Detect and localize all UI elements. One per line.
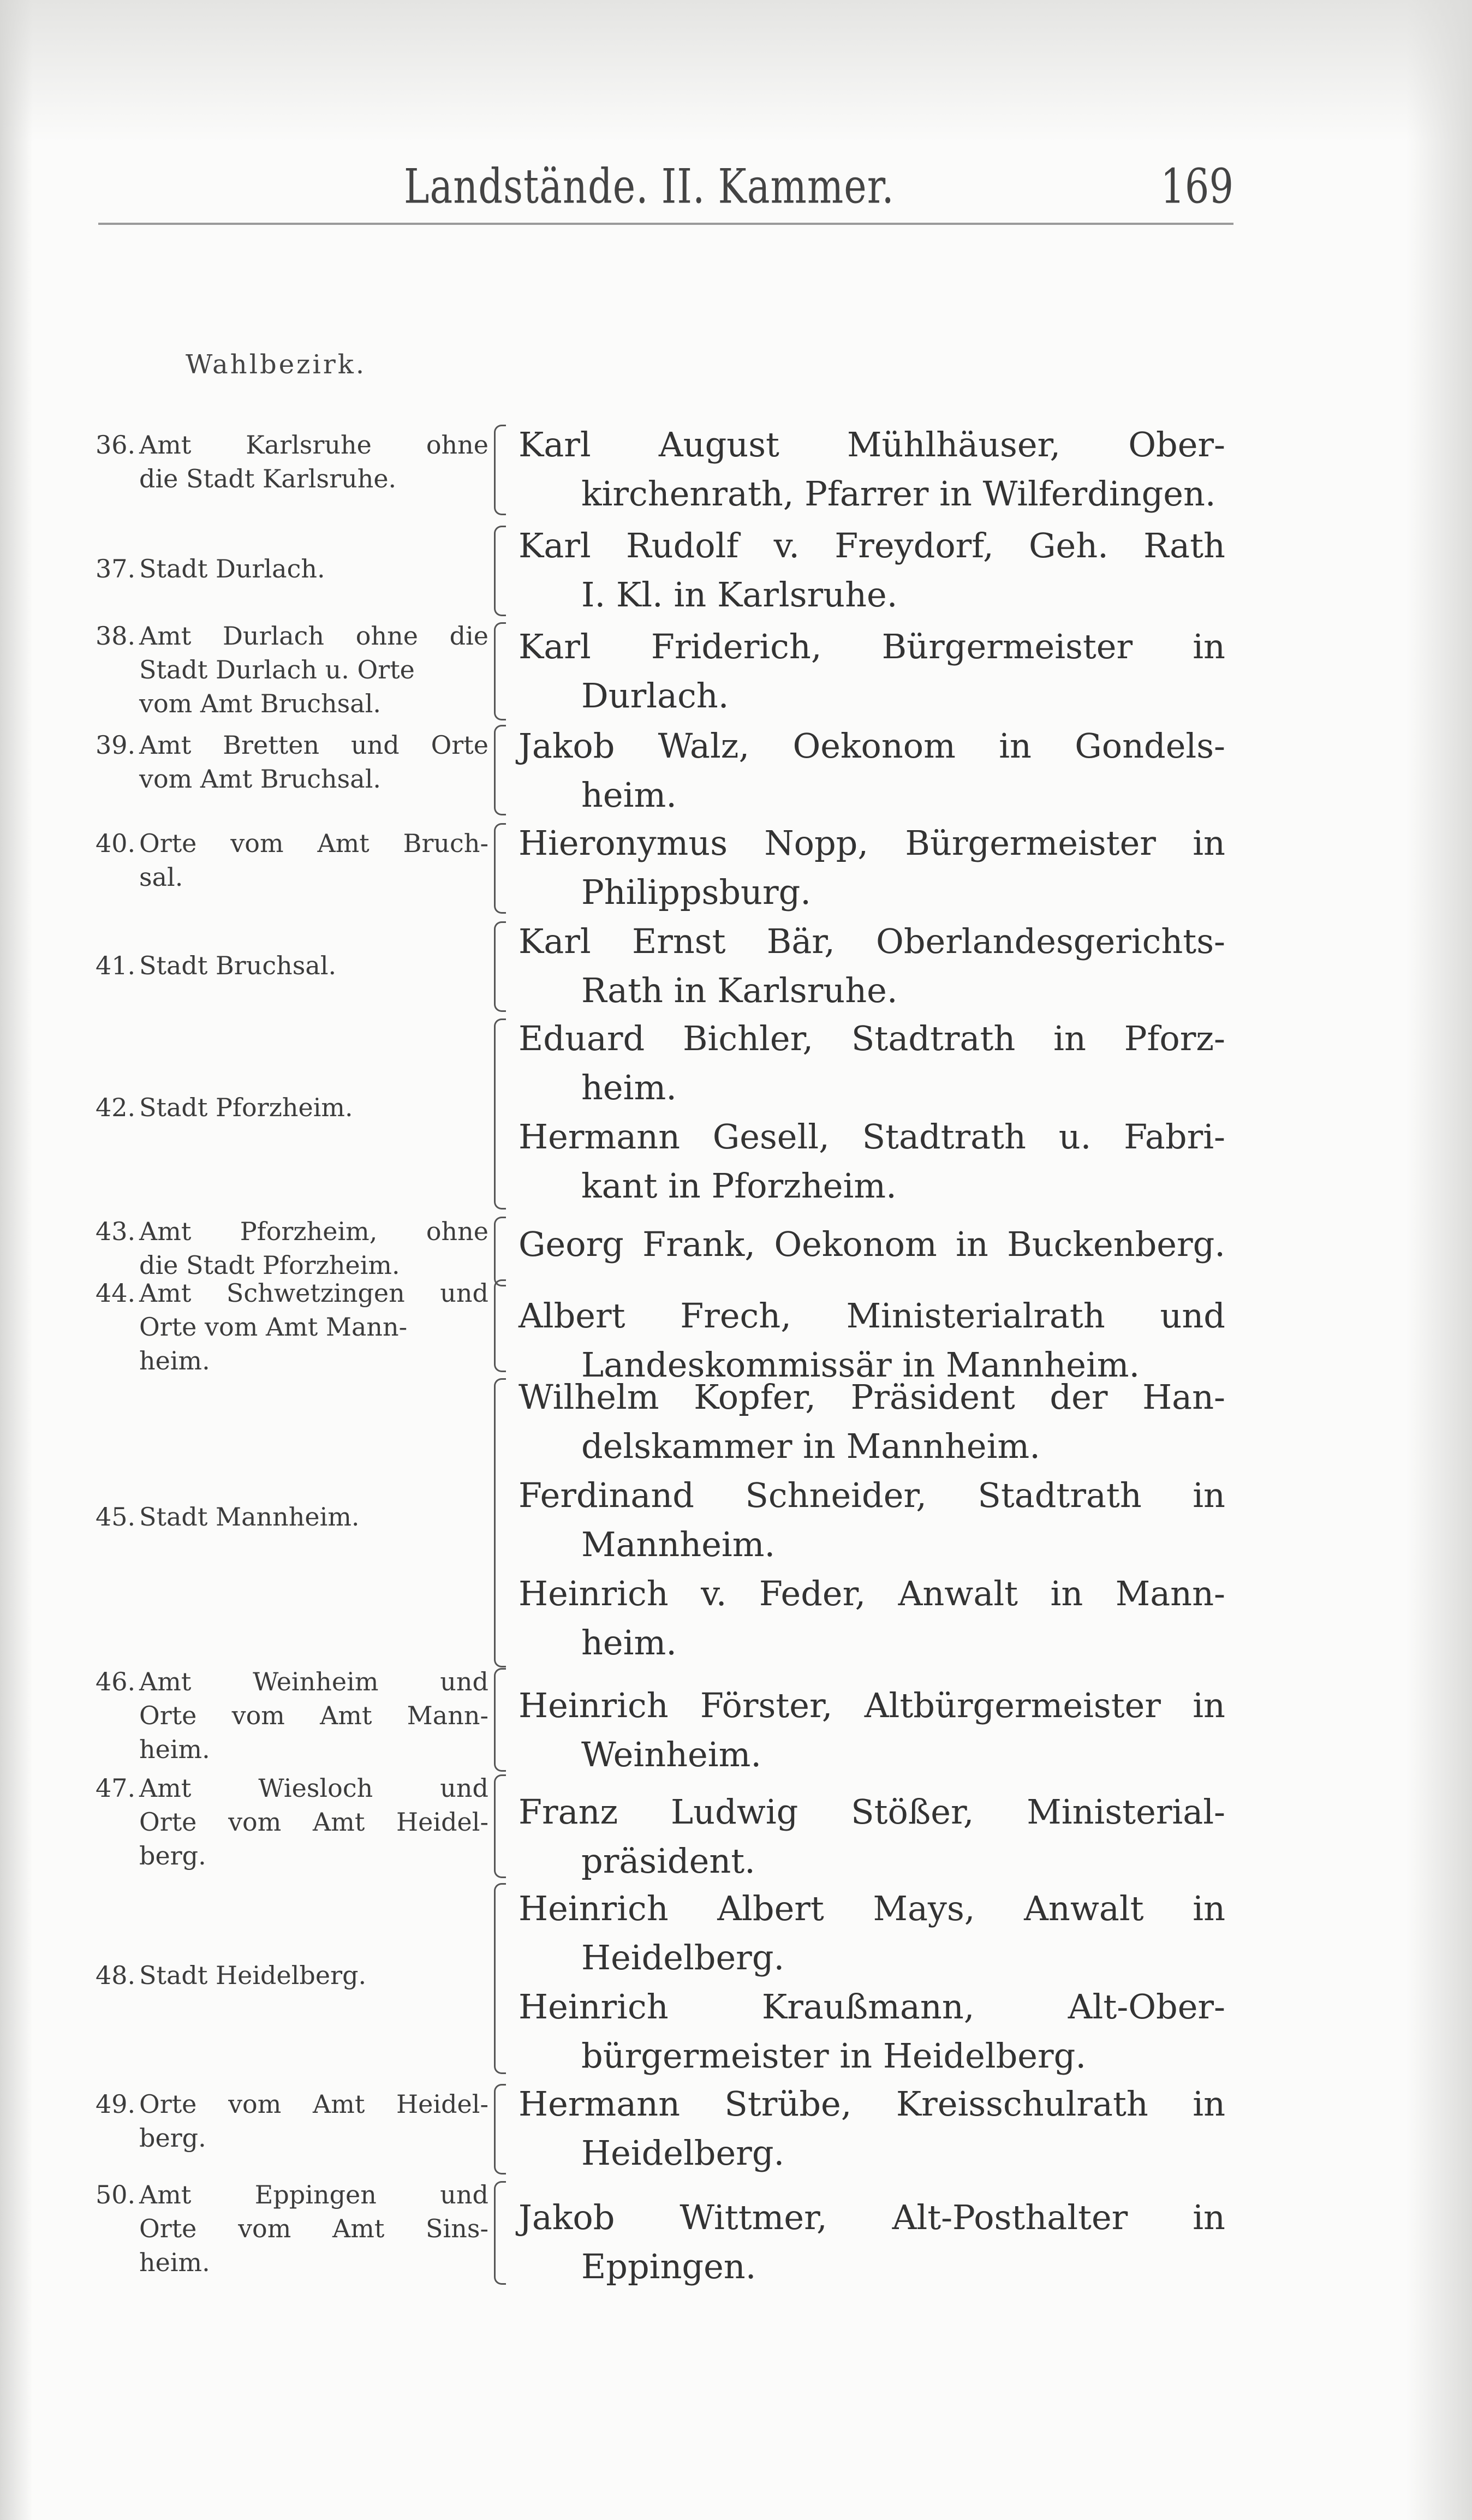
member-line: Karl Rudolf v. Freydorf, Geh. Rath: [519, 526, 1225, 565]
district: [96, 428, 488, 496]
brace: [494, 1883, 506, 2074]
member-line: heim.: [581, 1623, 677, 1663]
member-line: Karl Friderich, Bürgermeister in: [519, 627, 1225, 666]
member-line: delskammer in Mannheim.: [581, 1426, 1040, 1466]
brace: [494, 2084, 506, 2175]
district: [96, 1500, 488, 1534]
member-line: Philippsburg.: [581, 872, 811, 912]
members: [519, 1884, 1225, 2081]
running-header: [404, 158, 1233, 213]
district: [96, 949, 488, 982]
member-line: Karl Ernst Bär, Oberlandesgerichts-: [519, 921, 1225, 961]
page-shadow-left: [0, 0, 33, 2520]
district-number: 44.: [96, 1278, 136, 1308]
member: [519, 1471, 1225, 1569]
district: [96, 1214, 488, 1282]
member: [519, 1373, 1225, 1471]
district-number: 46.: [96, 1667, 136, 1696]
members: [519, 622, 1225, 720]
member-line: Heinrich Kraußmann, Alt-Ober-: [519, 1987, 1225, 2027]
member-line: Durlach.: [581, 676, 729, 716]
member: [519, 622, 1225, 720]
members: [519, 917, 1225, 1015]
district-line: Stadt Durlach.: [139, 554, 325, 583]
member: [519, 1982, 1225, 2081]
district: [96, 1771, 488, 1873]
district-line: Amt Durlach ohne die: [139, 621, 488, 651]
district-number: 41.: [96, 951, 136, 980]
member-line: Eduard Bichler, Stadtrath in Pforz-: [519, 1018, 1225, 1058]
member-line: Jakob Wittmer, Alt-Posthalter in: [519, 2197, 1225, 2237]
brace: [494, 1279, 506, 1372]
district-line: Orte vom Amt Mann-: [139, 1312, 408, 1342]
district-number: 39.: [96, 730, 136, 760]
header-rule: [98, 223, 1233, 225]
member: [519, 1681, 1225, 1779]
member-line: Karl August Mühlhäuser, Ober-: [519, 425, 1225, 464]
brace: [494, 1217, 506, 1286]
district-number: 36.: [96, 430, 136, 460]
member: [519, 1112, 1225, 1211]
brace: [494, 1018, 506, 1210]
district-line: heim.: [139, 2248, 210, 2277]
members: [519, 722, 1225, 820]
member-line: Rath in Karlsruhe.: [581, 970, 898, 1010]
member: [519, 2080, 1225, 2178]
district-number: 37.: [96, 554, 136, 583]
member: [519, 722, 1225, 820]
district-number: 48.: [96, 1961, 136, 1990]
members: [519, 1014, 1225, 1211]
district-number: 43.: [96, 1217, 136, 1246]
district-line: vom Amt Bruchsal.: [139, 764, 382, 794]
district-line: heim.: [139, 1735, 210, 1764]
district-line: berg.: [139, 2123, 206, 2153]
member-line: Hieronymus Nopp, Bürgermeister in: [519, 823, 1225, 863]
member-line: Georg Frank, Oekonom in Buckenberg.: [519, 1224, 1225, 1264]
district-number: 47.: [96, 1773, 136, 1803]
member: [519, 819, 1225, 917]
member-line: Heidelberg.: [581, 1938, 785, 1977]
district-line: Orte vom Amt Sins-: [139, 2214, 488, 2243]
district-line: Amt Eppingen und: [139, 2180, 488, 2209]
member-line: I. Kl. in Karlsruhe.: [581, 575, 898, 615]
district-line: sal.: [139, 862, 183, 892]
members: [519, 521, 1225, 619]
member: [519, 521, 1225, 619]
members: [519, 819, 1225, 917]
district-number: 42.: [96, 1093, 136, 1122]
district: [96, 619, 488, 720]
member-line: Heinrich Förster, Altbürgermeister in: [519, 1685, 1225, 1725]
district-line: die Stadt Pforzheim.: [139, 1250, 400, 1280]
member-line: bürgermeister in Heidelberg.: [581, 2036, 1087, 2076]
member-line: kant in Pforzheim.: [581, 1166, 897, 1206]
member-line: Wilhelm Kopfer, Präsident der Han-: [519, 1377, 1225, 1417]
member-line: Eppingen.: [581, 2247, 756, 2286]
running-head-title: Landstände. II. Kammer.: [404, 158, 895, 215]
members: [519, 2080, 1225, 2178]
brace: [494, 823, 506, 914]
district: [96, 1958, 488, 1992]
brace: [494, 526, 506, 616]
members: [519, 1220, 1225, 1269]
brace: [494, 1668, 506, 1772]
brace: [494, 921, 506, 1012]
district-number: 40.: [96, 829, 136, 858]
member: [519, 1788, 1225, 1886]
brace: [494, 1378, 506, 1667]
district-line: Amt Pforzheim, ohne: [139, 1217, 488, 1246]
district-line: berg.: [139, 1841, 206, 1870]
district: [96, 552, 488, 586]
member-line: Weinheim.: [581, 1735, 762, 1774]
member-line: heim.: [581, 775, 677, 815]
district-number: 45.: [96, 1502, 136, 1532]
district-number: 49.: [96, 2089, 136, 2119]
district-line: Amt Wiesloch und: [139, 1773, 488, 1803]
district-line: heim.: [139, 1346, 210, 1375]
district-line: vom Amt Bruchsal.: [139, 689, 382, 718]
district: [96, 1091, 488, 1124]
district-line: Amt Karlsruhe ohne: [139, 430, 488, 460]
page-shadow-right: [1407, 0, 1472, 2520]
district-line: Orte vom Amt Mann-: [139, 1701, 488, 1730]
member-line: Heinrich v. Feder, Anwalt in Mann-: [519, 1574, 1225, 1613]
brace: [494, 1774, 506, 1878]
member: [519, 1014, 1225, 1112]
member-line: präsident.: [581, 1841, 755, 1881]
brace: [494, 2181, 506, 2285]
member-line: Franz Ludwig Stößer, Ministerial-: [519, 1792, 1225, 1832]
members: [519, 2193, 1225, 2291]
members: [519, 1681, 1225, 1779]
district-line: Orte vom Amt Heidel-: [139, 2089, 488, 2119]
column-heading: Wahlbezirk.: [186, 349, 367, 380]
district-number: 38.: [96, 621, 136, 651]
district: [96, 1665, 488, 1766]
member: [519, 2193, 1225, 2291]
district-line: Stadt Pforzheim.: [139, 1093, 353, 1122]
district: [96, 1276, 488, 1378]
brace: [494, 622, 506, 720]
member-line: Hermann Gesell, Stadtrath u. Fabri-: [519, 1117, 1225, 1157]
members: [519, 420, 1225, 519]
member-line: Heinrich Albert Mays, Anwalt in: [519, 1888, 1225, 1928]
district-line: Stadt Bruchsal.: [139, 951, 337, 980]
page-number: 169: [1160, 158, 1233, 215]
district-line: Stadt Mannheim.: [139, 1502, 360, 1532]
member-line: Mannheim.: [581, 1524, 776, 1564]
brace: [494, 425, 506, 515]
member-line: heim.: [581, 1068, 677, 1107]
member: [519, 420, 1225, 519]
member-line: Heidelberg.: [581, 2133, 785, 2173]
member-line: Albert Frech, Ministerialrath und: [519, 1296, 1225, 1336]
members: [519, 1788, 1225, 1886]
brace: [494, 725, 506, 815]
member-line: Landeskommissär in Mannheim.: [581, 1345, 1140, 1385]
page-shadow-top: [0, 0, 1472, 142]
district-line: Amt Weinheim und: [139, 1667, 488, 1696]
district-line: Orte vom Amt Bruch-: [139, 829, 488, 858]
member: [519, 917, 1225, 1015]
district-line: die Stadt Karlsruhe.: [139, 464, 397, 493]
district-line: Amt Schwetzingen und: [139, 1278, 488, 1308]
district-line: Orte vom Amt Heidel-: [139, 1807, 488, 1837]
member: [519, 1569, 1225, 1667]
district-line: Amt Bretten und Orte: [139, 730, 488, 760]
district-line: Stadt Heidelberg.: [139, 1961, 367, 1990]
district: [96, 728, 488, 796]
member: [519, 1220, 1225, 1269]
member: [519, 1884, 1225, 1982]
district-line: Stadt Durlach u. Orte: [139, 655, 415, 684]
members: [519, 1373, 1225, 1667]
member-line: Jakob Walz, Oekonom in Gondels-: [519, 726, 1225, 766]
district-number: 50.: [96, 2180, 136, 2209]
district: [96, 2178, 488, 2279]
district: [96, 826, 488, 894]
member-line: kirchenrath, Pfarrer in Wilferdingen.: [581, 474, 1216, 514]
district: [96, 2087, 488, 2155]
member-line: Hermann Strübe, Kreisschulrath in: [519, 2084, 1225, 2124]
member-line: Ferdinand Schneider, Stadtrath in: [519, 1475, 1225, 1515]
